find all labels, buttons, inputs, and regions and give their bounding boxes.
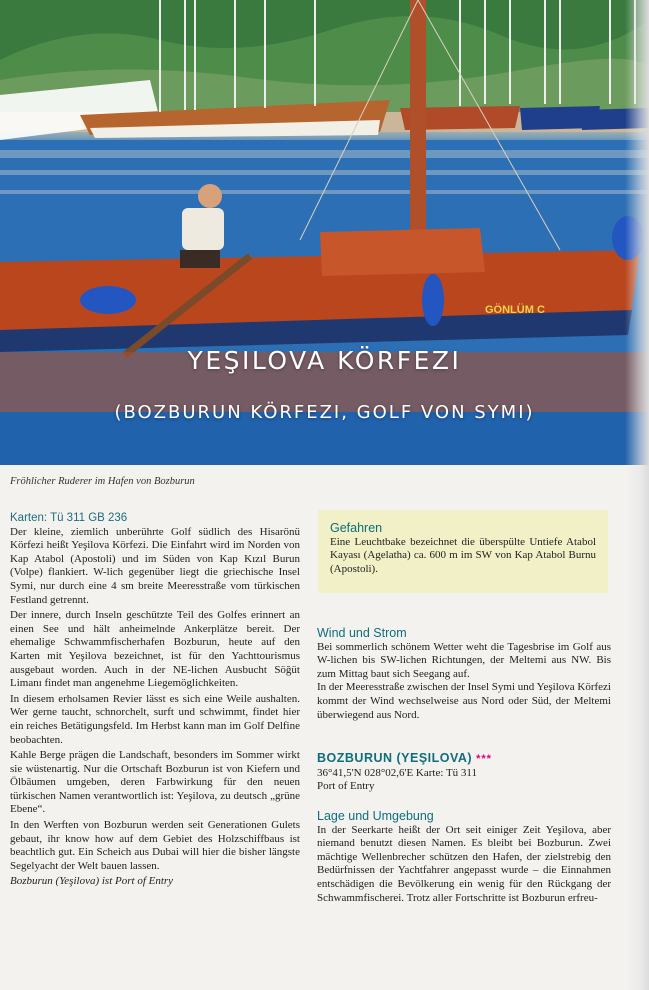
photo-caption: Fröhlicher Ruderer im Hafen von Bozburun [10, 476, 195, 487]
boat-name-label: GÖNLÜM C [485, 304, 545, 316]
port-status: Port of Entry [317, 780, 375, 793]
danger-box [318, 510, 608, 593]
bozburun-section [317, 752, 611, 794]
lage-section [317, 810, 611, 905]
wind-section [317, 627, 611, 722]
body-paragraph: In den Werften von Bozburun werden seit Generationen Gulets gebaut, ihr know how auf dem Gebiet des Holzschiffbaus ist beachtlich gut. Ein Scheich aus Dubai will hier die bisher längste Segelyacht der Welt bauen lassen. [10, 819, 300, 872]
lage-heading: Lage und Umgebung [317, 809, 434, 823]
page-title: YEŞILOVA KÖRFEZI [187, 346, 462, 375]
bozburun-title: BOZBURUN (YEŞILOVA) [317, 751, 473, 765]
wind-heading: Wind und Strom [317, 626, 407, 640]
left-column [10, 512, 300, 889]
hero-photo [0, 0, 649, 465]
body-paragraph: In diesem erholsamen Revier lässt es sich eine Weile aushalten. Wer gerne taucht, schnorchelt, surft und schwimmt, findet hier ein reiches Betätigungsfeld. Im Herbst kann man im Golf Delfine beobachten. [10, 692, 300, 746]
body-paragraph: Kahle Berge prägen die Landschaft, besonders im Sommer wirkt sie wüstenartig. Nur die Ortschaft Bozburun ist von Kiefern und Ölbäumen umgeben, deren Farbwirkung für den neuen türkischen Namen verantwortlich ist: Yeşilova, zu deutsch „grüne Ebene“. [10, 749, 300, 816]
port-of-entry-note: Bozburun (Yeşilova) ist Port of Entry [10, 875, 174, 888]
charts-label: Karten: Tü 311 GB 236 [10, 512, 128, 524]
page-subtitle: (BOZBURUN KÖRFEZI, GOLF VON SYMI) [114, 402, 535, 423]
coordinates: 36°41,5'N 028°02,6'E Karte: Tü 311 [317, 766, 478, 779]
harbor-illustration [0, 0, 649, 465]
lage-text: In der Seerkarte heißt der Ort seit einiger Zeit Yeşilova, aber niemand benutzt diesen Namen. Es bleibt bei Bozburun. Zwei mächtige Wellenbrecher schützen den Hafen, der zielstrebig den Bedürfnissen der Yachtfahrer angepasst wurde – die Einnahmen entschädigen die Bevölkerung ein wenig für den Rückgang der Schwammfischerei. Trotz aller Fortschritte ist Bozburun erfreu- [317, 823, 611, 904]
wind-paragraph: Bei sommerlich schönem Wetter weht die Tagesbrise im Golf aus W-lichen bis SW-lichen Richtungen, der Meltemi aus NW. Bis zum Mittag baut sich Seegang auf. [317, 640, 611, 680]
bozburun-title-row [317, 752, 611, 767]
page-edge-shadow [625, 0, 649, 990]
wind-paragraph: In der Meeresstraße zwischen der Insel Symi und Yeşilova Körfezi kommt der Wind wechselweise aus Nord oder Süd, der Meltemi überwiegend aus Nord. [317, 681, 611, 721]
body-paragraph: Der kleine, ziemlich unberührte Golf südlich des Hisarönü Körfezi heißt Yeşilova Körfezi. Die Einfahrt wird im Norden von Kap Atabol (Apostoli) und im Süden von Kap Kızıl Burun (Volpe) flankiert. W-lich gegenüber liegt die griechische Insel Symi, nur durch eine 4 sm breite Meeresstraße vom türkischen Festland getrennt. [10, 525, 300, 606]
danger-text: Eine Leuchtbake bezeichnet die überspülte Untiefe Atabol Kayası (Agelatha) ca. 600 m im SW von Kap Atabol Burnu (Apostoli). [330, 535, 596, 575]
danger-heading: Gefahren [330, 521, 383, 535]
body-paragraph: Der innere, durch Inseln geschützte Teil des Golfes erinnert an einen See und hält anheimelnde Ankerplätze bereit. Der ehemalige Schwammfischerhafen Bozburun, heute auf den Karten mit Yeşilova bezeichnet, ist für den Yachttourismus ausgebaut worden. Auch in der NE-lichen Ausbucht Söğüt Limanı findet man angenehme Liegemöglichkeiten. [10, 609, 300, 690]
rating-stars: *** [476, 753, 492, 765]
